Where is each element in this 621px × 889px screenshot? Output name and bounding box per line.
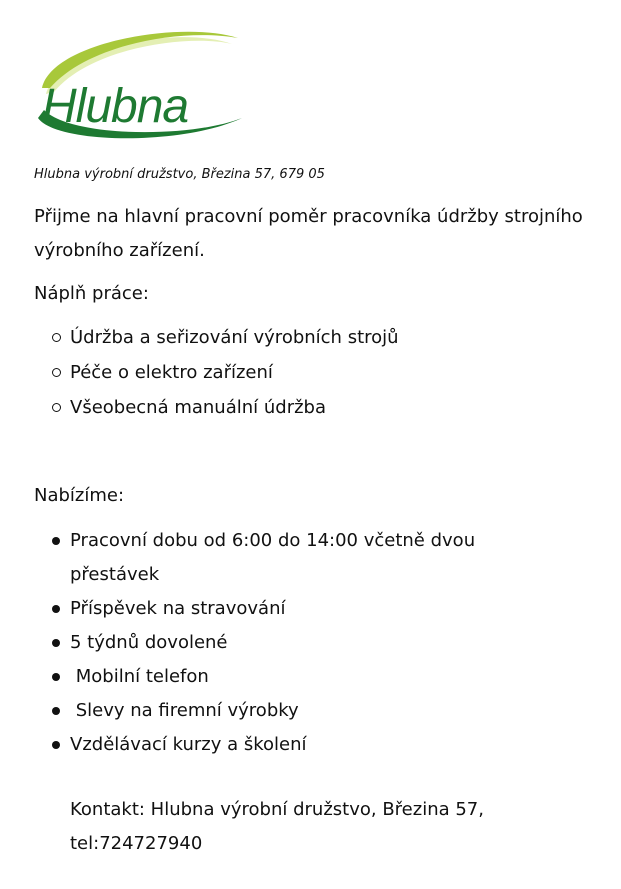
circle-bullet-icon xyxy=(52,333,61,342)
duties-heading: Náplň práce: xyxy=(34,283,149,304)
list-item: 5 týdnů dovolené xyxy=(0,626,540,660)
bullet-icon xyxy=(52,707,60,715)
logo-wordmark: Hlubna xyxy=(42,80,189,133)
list-item: Slevy na firemní výrobky xyxy=(0,694,540,728)
hlubna-logo xyxy=(32,26,244,142)
bullet-icon xyxy=(52,741,60,749)
offers-heading: Nabízíme: xyxy=(34,485,125,506)
list-item: Pracovní dobu od 6:00 do 14:00 včetně dvou přestávek xyxy=(0,524,540,592)
offers-list xyxy=(0,524,540,762)
bullet-icon xyxy=(52,673,60,681)
list-item: Všeobecná manuální údržba xyxy=(0,390,399,425)
circle-bullet-icon xyxy=(52,403,61,412)
bullet-icon xyxy=(52,605,60,613)
duties-list xyxy=(0,320,399,425)
list-item: Vzdělávací kurzy a školení xyxy=(0,728,540,762)
intro-paragraph: Přijme na hlavní pracovní poměr pracovníka údržby strojního výrobního zařízení. xyxy=(34,206,583,261)
contact-info: Kontakt: Hlubna výrobní družstvo, Březina 57, tel:724727940 xyxy=(70,799,484,854)
list-item: Údržba a seřizování výrobních strojů xyxy=(0,320,399,355)
list-item: Příspěvek na stravování xyxy=(0,592,540,626)
bullet-icon xyxy=(52,537,60,545)
list-item: Mobilní telefon xyxy=(0,660,540,694)
circle-bullet-icon xyxy=(52,368,61,377)
bullet-icon xyxy=(52,639,60,647)
list-item: Péče o elektro zařízení xyxy=(0,355,399,390)
company-address-line: Hlubna výrobní družstvo, Březina 57, 679 05 xyxy=(34,167,325,182)
